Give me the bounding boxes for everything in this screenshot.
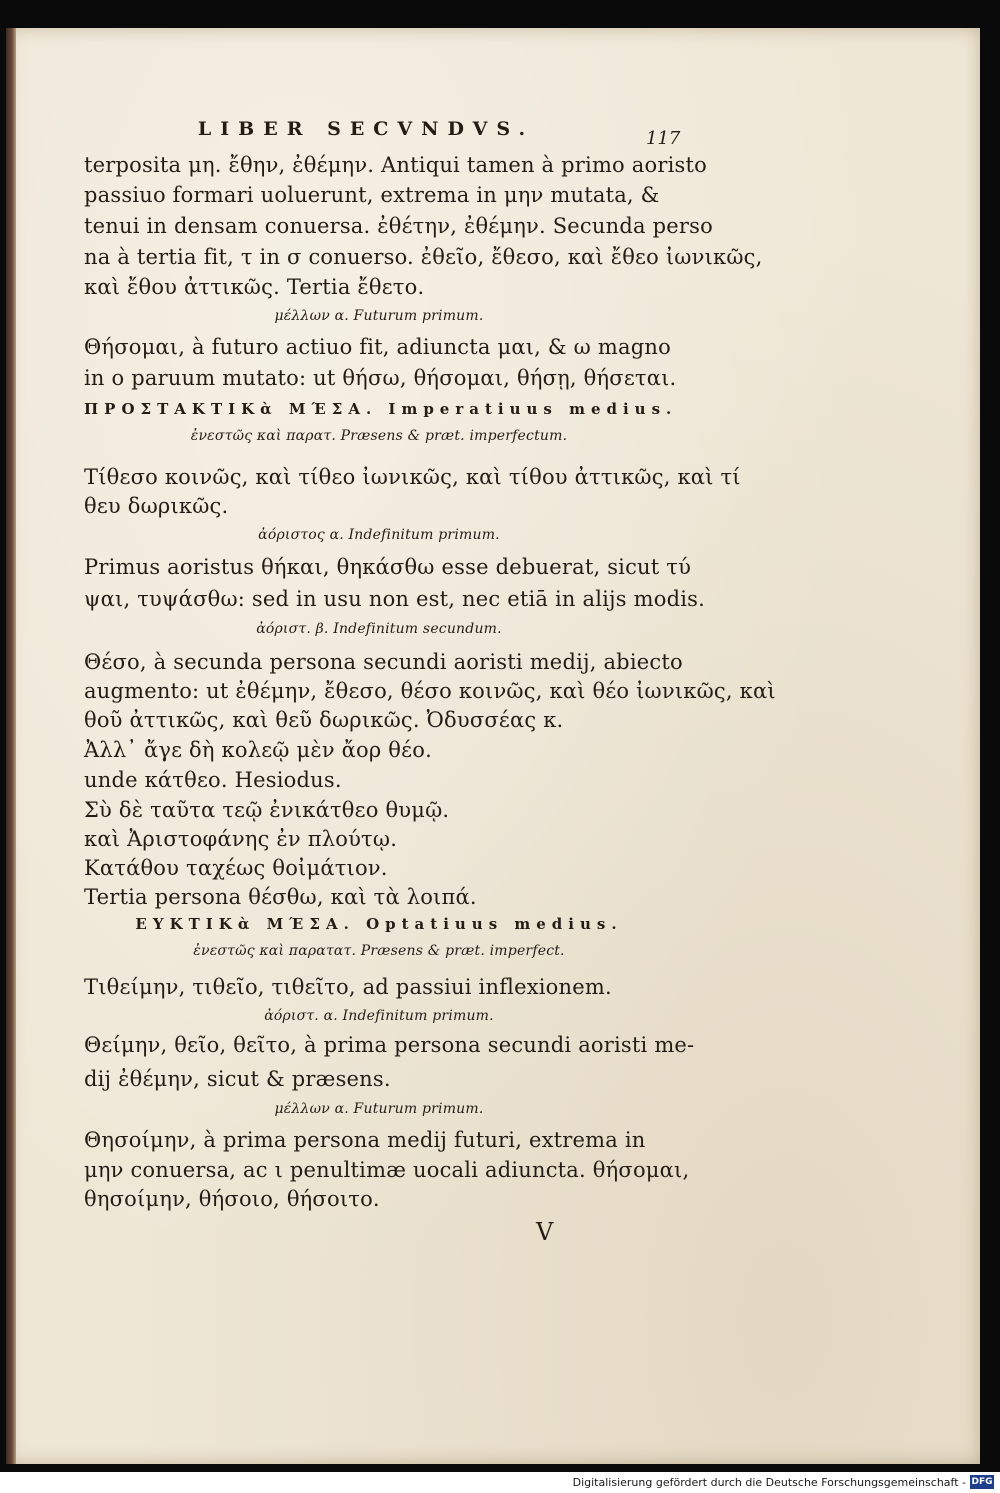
text-line: μην conuersa, ac ι penultimæ uocali adiuncta. θήσομαι,	[84, 1158, 690, 1182]
text-line: Σὺ δὲ ταῦτα τεῷ ἐνικάτθεο θυμῷ.	[84, 798, 450, 822]
text-line: Τιθείμην, τιθεῖο, τιθεῖτο, ad passiui inflexionem.	[84, 975, 612, 999]
text-line: unde κάτθεο. Hesiodus.	[84, 768, 342, 792]
text-line: θευ δωρικῶς.	[84, 494, 229, 518]
dfg-logo-icon: DFG	[971, 1477, 993, 1487]
signature-mark: V	[536, 1218, 554, 1246]
text-line: Tertia persona θέσθω, καὶ τὰ λοιπά.	[84, 885, 477, 909]
text-line: Κατάθου ταχέως θοἰμάτιον.	[84, 856, 388, 880]
text-line: in ο paruum mutato: ut θήσω, θήσομαι, θήσῃ, θήσεται.	[84, 366, 677, 390]
text-line: καὶ ἔθου ἀττικῶς. Tertia ἔθετο.	[84, 275, 425, 299]
section-subheading: ἐνεστῶς καὶ παρατ. Præsens & præt. imperfectum.	[190, 428, 568, 444]
section-subheading: ἀόριστος α. Indefinitum primum.	[258, 527, 500, 543]
page-spine-edge	[6, 28, 16, 1464]
section-heading: ΕΥΚΤΙΚὰ ΜΈΣΑ. Optatiuus medius.	[135, 915, 623, 933]
text-line: θοῦ ἀττικῶς, καὶ θεῦ δωρικῶς. Ὀδυσσέας κ.	[84, 708, 564, 732]
section-subheading: ἐνεστῶς καὶ παρατατ. Præsens & præt. imperfect.	[193, 943, 565, 959]
text-line: dij ἐθέμην, sicut & præsens.	[84, 1067, 391, 1091]
text-line: θησοίμην, θήσοιο, θήσοιτο.	[84, 1187, 380, 1211]
text-line: Primus aoristus θήκαι, θηκάσθω esse debuerat, sicut τύ	[84, 555, 692, 579]
footer-bar	[0, 1472, 1000, 1493]
section-heading: ΠΡΟΣΤΑΚΤΙΚὰ ΜΈΣΑ. Imperatiuus medius.	[84, 400, 678, 418]
text-line: Θέσο, à secunda persona secundi aoristi medij, abiecto	[84, 650, 683, 674]
folio-number: 117	[646, 128, 681, 149]
text-line: Θησοίμην, à prima persona medij futuri, extrema in	[84, 1128, 646, 1152]
text-line: augmento: ut ἐθέμην, ἔθεσο, θέσο κοινῶς, καὶ θέο ἰωνικῶς, καὶ	[84, 679, 776, 703]
section-subheading: μέλλων α. Futurum primum.	[274, 308, 484, 324]
footer-credit: Digitalisierung gefördert durch die Deutsche Forschungsgemeinschaft -	[572, 1476, 966, 1489]
text-line: Θήσομαι, à futuro actiuo fit, adiuncta μαι, & ω magno	[84, 335, 671, 359]
section-subheading: ἀόριστ. β. Indefinitum secundum.	[256, 621, 502, 637]
text-line: Ἀλλ᾽ ἄγε δὴ κολεῷ μὲν ἄορ θέο.	[84, 738, 432, 762]
text-line: na à tertia fit, τ in σ conuerso. ἐθεῖο, ἔθεσο, καὶ ἔθεο ἰωνικῶς,	[84, 245, 763, 269]
text-line: terposita μη. ἔθην, ἐθέμην. Antiqui tamen à primo aoristo	[84, 153, 707, 177]
section-subheading: μέλλων α. Futurum primum.	[274, 1101, 484, 1117]
running-head: LIBER SECVNDVS.	[197, 118, 535, 140]
text-line: Θείμην, θεῖο, θεῖτο, à prima persona secundi aoristi me-	[84, 1033, 695, 1057]
text-line: Τίθεσο κοινῶς, καὶ τίθεο ἰωνικῶς, καὶ τίθου ἀττικῶς, καὶ τί	[84, 465, 741, 489]
book-page	[6, 28, 980, 1464]
text-line: tenui in densam conuersa. ἐθέτην, ἐθέμην. Secunda perso	[84, 214, 713, 238]
text-line: ψαι, τυψάσθω: sed in usu non est, nec etiā in alijs modis.	[84, 587, 705, 611]
text-line: passiuo formari uoluerunt, extrema in μην mutata, &	[84, 183, 660, 207]
text-line: καὶ Ἀριστοφάνης ἐν πλούτῳ.	[84, 827, 398, 851]
section-subheading: ἀόριστ. α. Indefinitum primum.	[264, 1008, 494, 1024]
